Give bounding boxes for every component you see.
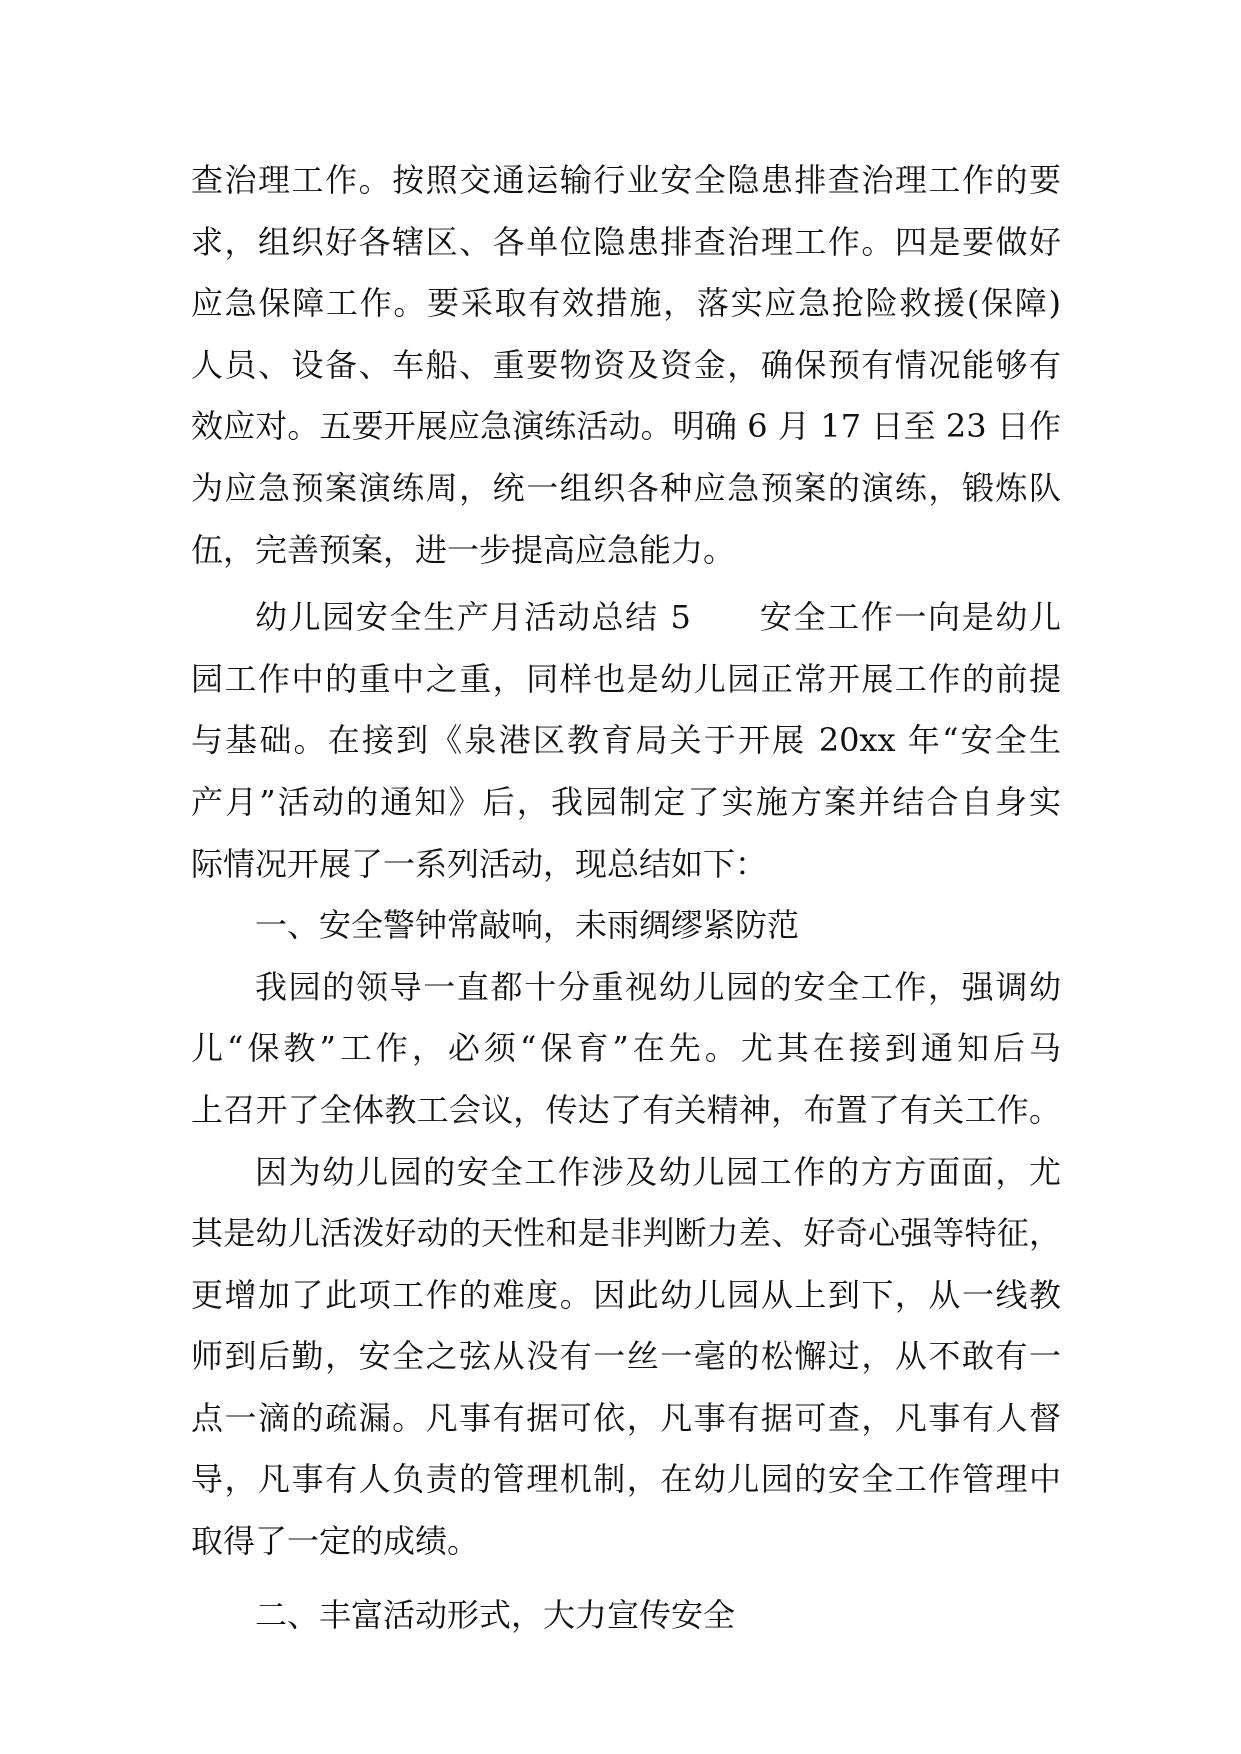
text-line: 求，组织好各辖区、各单位隐患排查治理工作。四是要做好 [191,222,1061,261]
text-line: 我园的领导一直都十分重视幼儿园的安全工作，强调幼 [255,967,1061,1006]
document-body [191,150,1061,1646]
text-line: 导，凡事有人负责的管理机制，在幼儿园的安全工作管理中 [191,1460,1061,1499]
text-line: 查治理工作。按照交通运输行业安全隐患排查治理工作的要 [191,161,1061,199]
text-line: 园工作中的重中之重，同样也是幼儿园正常开展工作的前提 [191,659,1061,698]
text-line: 效应对。五要开展应急演练活动。明确 6 月 17 日至 23 日作 [191,407,1061,446]
text-line: 与基础。在接到《泉港区教育局关于开展 20xx 年“安全生 [191,721,1061,760]
text-line: 际情况开展了一系列活动，现总结如下： [191,844,768,883]
text-line: 为应急预案演练周，统一组织各种应急预案的演练，锻炼队 [191,468,1061,507]
text-line: 取得了一定的成绩。 [191,1522,480,1561]
text-line: 上召开了全体教工会议，传达了有关精神，布置了有关工作。 [191,1090,1061,1129]
text-line: 更增加了此项工作的难度。因此幼儿园从上到下，从一线教 [191,1275,1061,1314]
text-line: 点一滴的疏漏。凡事有据可依，凡事有据可查，凡事有人督 [191,1398,1061,1437]
text-line: 儿“保教”工作，必须“保育”在先。尤其在接到通知后马 [191,1029,1061,1068]
text-line: 伍，完善预案，进一步提高应急能力。 [191,530,736,569]
text-line: 应急保障工作。要采取有效措施，落实应急抢险救援(保障) [191,284,1061,323]
section-heading: 一、安全警钟常敲响，未雨绸缪紧防范 [255,906,800,945]
section-heading: 二、丰富活动形式，大力宣传安全 [255,1595,736,1634]
text-line: 其是幼儿活泼好动的天性和是非判断力差、好奇心强等特征， [191,1214,1061,1253]
text-line: 产月”活动的通知》后，我园制定了实施方案并结合自身实 [191,782,1061,821]
text-line: 人员、设备、车船、重要物资及资金，确保预有情况能够有 [191,345,1061,384]
text-line: 师到后勤，安全之弦从没有一丝一毫的松懈过，从不敢有一 [191,1337,1061,1376]
text-line: 因为幼儿园的安全工作涉及幼儿园工作的方方面面，尤 [255,1152,1061,1191]
section-title-line: 幼儿园安全生产月活动总结 5 安全工作一向是幼儿 [255,598,1061,637]
